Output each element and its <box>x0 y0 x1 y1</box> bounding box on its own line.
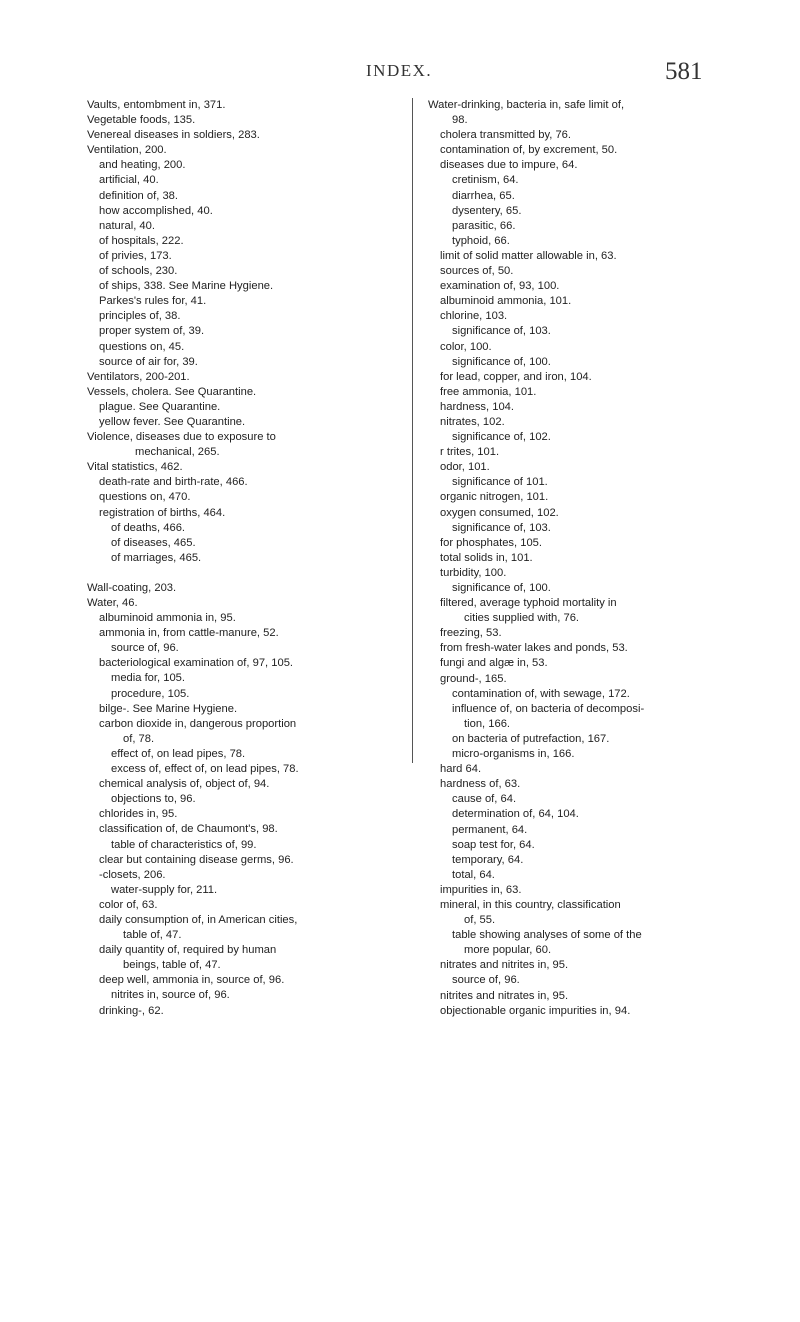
index-entry: Parkes's rules for, 41. <box>99 295 207 308</box>
index-entry: hardness of, 63. <box>440 778 521 791</box>
index-entry: water-supply for, 211. <box>111 883 218 896</box>
index-entry: Ventilators, 200-201. <box>87 370 190 383</box>
index-entry: oxygen consumed, 102. <box>440 506 559 519</box>
index-entry: definition of, 38. <box>99 189 178 202</box>
index-entry: Ventilation, 200. <box>87 144 167 157</box>
index-entry: beings, table of, 47. <box>123 959 221 972</box>
index-entry: total solids in, 101. <box>440 551 533 564</box>
index-entry: permanent, 64. <box>452 823 528 836</box>
index-entry: on bacteria of putrefaction, 167. <box>452 732 610 745</box>
index-entry: bacteriological examination of, 97, 105. <box>99 657 294 670</box>
column-divider <box>412 98 413 763</box>
index-entry: Vaults, entombment in, 371. <box>87 99 226 111</box>
index-entry: significance of, 103. <box>452 521 551 534</box>
index-entry: bilge-. See Marine Hygiene. <box>99 702 238 715</box>
index-entry: albuminoid ammonia in, 95. <box>99 612 236 625</box>
index-entry: filtered, average typhoid mortality in <box>440 597 617 610</box>
index-entry: registration of births, 464. <box>99 506 226 519</box>
index-entry: media for, 105. <box>111 672 186 685</box>
index-entry: questions on, 470. <box>99 491 191 504</box>
index-entry: of hospitals, 222. <box>99 234 184 247</box>
index-entry: nitrates and nitrites in, 95. <box>440 959 569 972</box>
index-entry: impurities in, 63. <box>440 883 522 896</box>
running-header-title: INDEX. <box>366 61 433 80</box>
index-entry: source of air for, 39. <box>99 355 198 368</box>
index-entry: cholera transmitted by, 76. <box>440 129 571 142</box>
index-entry: questions on, 45. <box>99 340 185 353</box>
index-entry: turbidity, 100. <box>440 566 507 579</box>
index-entry: for phosphates, 105. <box>440 536 543 549</box>
index-entry: table of characteristics of, 99. <box>111 838 257 851</box>
index-entry: significance of 101. <box>452 476 548 489</box>
index-entry: sources of, 50. <box>440 265 514 278</box>
index-entry: yellow fever. See Quarantine. <box>99 415 246 428</box>
index-entry: r trites, 101. <box>440 446 500 459</box>
index-entry: of diseases, 465. <box>111 536 196 549</box>
index-entry: temporary, 64. <box>452 853 524 866</box>
index-entry: soap test for, 64. <box>452 838 535 851</box>
index-entry: mineral, in this country, classification <box>440 898 621 911</box>
index-entry: natural, 40. <box>99 219 155 232</box>
index-entry: drinking-, 62. <box>99 1004 164 1017</box>
index-entry: and heating, 200. <box>99 159 186 172</box>
index-entry: of marriages, 465. <box>111 551 202 564</box>
index-entry: proper system of, 39. <box>99 325 205 338</box>
index-entry: tion, 166. <box>464 717 511 730</box>
page-number: 581 <box>665 58 703 85</box>
index-entry: more popular, 60. <box>464 944 552 957</box>
index-entry: fungi and algæ in, 53. <box>440 657 548 670</box>
index-entry: diarrhea, 65. <box>452 189 515 202</box>
index-entry: objections to, 96. <box>111 793 196 806</box>
index-entry: classification of, de Chaumont's, 98. <box>99 823 278 836</box>
index-entry: organic nitrogen, 101. <box>440 491 549 504</box>
index-entry: 98. <box>452 114 468 127</box>
index-entry: how accomplished, 40. <box>99 204 213 217</box>
index-entry: clear but containing disease germs, 96. <box>99 853 294 866</box>
index-entry: cause of, 64. <box>452 793 517 806</box>
index-entry: total, 64. <box>452 868 495 881</box>
index-entry: determination of, 64, 104. <box>452 808 579 821</box>
index-entry: from fresh-water lakes and ponds, 53. <box>440 642 628 655</box>
index-entry: of, 78. <box>123 732 155 745</box>
index-column-right <box>428 98 758 1019</box>
index-entry: significance of, 100. <box>452 582 551 594</box>
index-entry: color of, 63. <box>99 898 158 911</box>
index-entry: for lead, copper, and iron, 104. <box>440 370 592 383</box>
index-entry: plague. See Quarantine. <box>99 400 221 413</box>
index-entry: contamination of, by excrement, 50. <box>440 144 618 157</box>
index-entry: of schools, 230. <box>99 265 178 278</box>
index-entry: Water-drinking, bacteria in, safe limit of, <box>428 99 625 111</box>
index-entry: nitrites and nitrates in, 95. <box>440 989 569 1002</box>
index-entry: Violence, diseases due to exposure to <box>87 431 276 444</box>
index-entry: nitrites in, source of, 96. <box>111 989 230 1002</box>
index-entry: significance of, 100. <box>452 355 551 368</box>
index-entry: of privies, 173. <box>99 249 172 262</box>
index-entry: of deaths, 466. <box>111 521 186 534</box>
index-entry: mechanical, 265. <box>135 446 220 459</box>
index-entry: source of, 96. <box>111 642 179 655</box>
index-entry: examination of, 93, 100. <box>440 280 560 293</box>
index-entry: effect of, on lead pipes, 78. <box>111 747 246 760</box>
index-entry: principles of, 38. <box>99 310 181 323</box>
index-entry: ammonia in, from cattle-manure, 52. <box>99 627 279 640</box>
index-entry: contamination of, with sewage, 172. <box>452 687 630 700</box>
index-entry: deep well, ammonia in, source of, 96. <box>99 974 285 987</box>
index-entry: chemical analysis of, object of, 94. <box>99 778 270 791</box>
index-column-left <box>87 98 405 1019</box>
index-entry: table of, 47. <box>123 929 182 942</box>
index-entry: daily consumption of, in American cities, <box>99 913 298 926</box>
index-entry: chlorine, 103. <box>440 310 508 323</box>
index-entry: color, 100. <box>440 340 492 353</box>
index-entry: death-rate and birth-rate, 466. <box>99 476 248 489</box>
index-entry: of, 55. <box>464 914 496 927</box>
index-entry: significance of, 102. <box>452 431 551 444</box>
index-entry: Venereal diseases in soldiers, 283. <box>87 129 260 142</box>
index-entry: free ammonia, 101. <box>440 385 537 398</box>
index-entry: dysentery, 65. <box>452 204 522 217</box>
index-entry: albuminoid ammonia, 101. <box>440 295 572 308</box>
index-entry: ground-, 165. <box>440 672 507 685</box>
index-entry: excess of, effect of, on lead pipes, 78. <box>111 763 299 776</box>
index-entry: nitrates, 102. <box>440 415 505 428</box>
index-entry: Water, 46. <box>87 597 138 609</box>
index-entry: chlorides in, 95. <box>99 808 178 821</box>
index-entry: procedure, 105. <box>111 687 190 700</box>
index-entry: hardness, 104. <box>440 400 515 413</box>
index-entry: diseases due to impure, 64. <box>440 159 578 172</box>
index-entry: micro-organisms in, 166. <box>452 748 575 761</box>
index-entry: source of, 96. <box>452 974 520 987</box>
index-entry: cretinism, 64. <box>452 174 519 187</box>
index-entry: table showing analyses of some of the <box>452 929 642 942</box>
index-entry: objectionable organic impurities in, 94. <box>440 1004 631 1017</box>
index-entry: Wall-coating, 203. <box>87 581 177 594</box>
index-entry: odor, 101. <box>440 461 490 474</box>
index-entry: carbon dioxide in, dangerous proportion <box>99 717 297 730</box>
index-entry: limit of solid matter allowable in, 63. <box>440 249 617 262</box>
index-entry: of ships, 338. See Marine Hygiene. <box>99 280 274 293</box>
index-entry: influence of, on bacteria of decomposi- <box>452 702 645 715</box>
index-entry: Vital statistics, 462. <box>87 461 183 474</box>
index-entry: Vessels, cholera. See Quarantine. <box>87 385 257 398</box>
index-entry: typhoid, 66. <box>452 234 510 247</box>
index-entry: -closets, 206. <box>99 868 166 881</box>
index-entry: parasitic, 66. <box>452 219 516 232</box>
index-entry: cities supplied with, 76. <box>464 612 580 625</box>
index-entry: daily quantity of, required by human <box>99 944 277 957</box>
index-entry: artificial, 40. <box>99 174 159 187</box>
index-entry: significance of, 103. <box>452 325 551 338</box>
index-entry: hard 64. <box>440 763 482 776</box>
index-entry: freezing, 53. <box>440 627 502 640</box>
index-entry: Vegetable foods, 135. <box>87 114 196 127</box>
